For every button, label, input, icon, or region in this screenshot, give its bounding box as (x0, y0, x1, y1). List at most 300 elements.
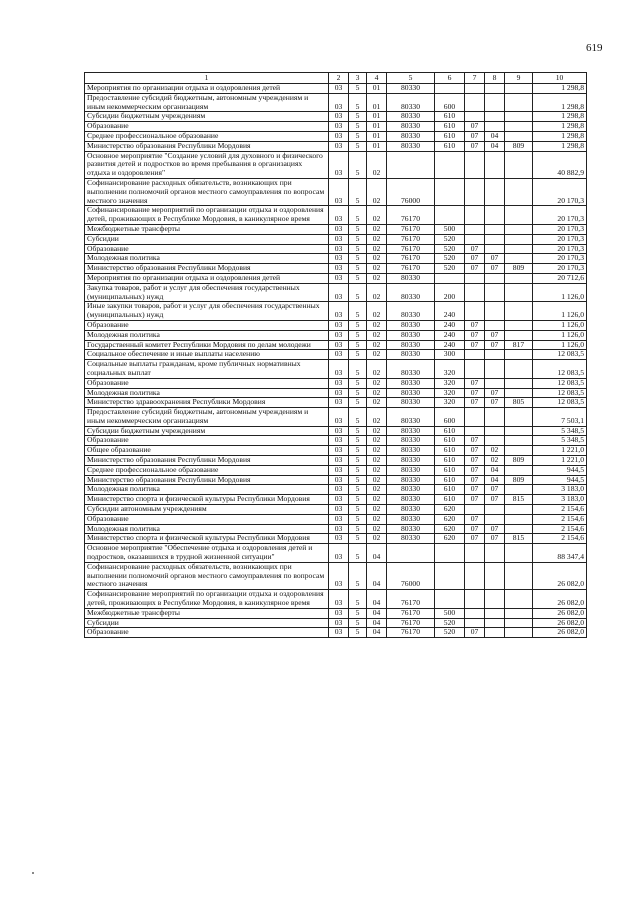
code-4-cell: 01 (367, 141, 387, 151)
item-name-cell: Министерство образования Республики Мордовия (85, 141, 329, 151)
code-6-cell: 620 (435, 524, 465, 534)
code-4-cell: 02 (367, 475, 387, 485)
code-4-cell: 02 (367, 234, 387, 244)
amount-cell: 944,5 (533, 475, 587, 485)
code-4-cell: 02 (367, 283, 387, 302)
item-name-cell: Иные закупки товаров, работ и услуг для обеспечения государственных (муниципальных) нужд (85, 302, 329, 321)
code-7-cell (465, 234, 485, 244)
code-6-cell: 610 (435, 495, 465, 505)
code-7-cell: 07 (465, 141, 485, 151)
code-8-cell (485, 436, 505, 446)
code-2-cell: 03 (329, 178, 349, 205)
amount-cell: 1 126,0 (533, 320, 587, 330)
code-5-cell: 80330 (387, 465, 435, 475)
code-4-cell: 04 (367, 608, 387, 618)
code-2-cell: 03 (329, 446, 349, 456)
code-3-cell: 5 (349, 495, 367, 505)
code-2-cell: 03 (329, 244, 349, 254)
code-7-cell: 07 (465, 388, 485, 398)
code-6-cell: 240 (435, 340, 465, 350)
code-7-cell: 07 (465, 534, 485, 544)
code-3-cell: 5 (349, 426, 367, 436)
code-3-cell: 5 (349, 273, 367, 283)
code-2-cell: 03 (329, 378, 349, 388)
code-5-cell: 76170 (387, 608, 435, 618)
amount-cell: 12 083,5 (533, 388, 587, 398)
table-row (85, 628, 587, 638)
code-4-cell: 02 (367, 408, 387, 427)
code-5-cell: 80330 (387, 388, 435, 398)
code-2-cell: 03 (329, 141, 349, 151)
code-7-cell: 07 (465, 524, 485, 534)
code-8-cell (485, 244, 505, 254)
code-3-cell: 5 (349, 330, 367, 340)
amount-cell: 12 083,5 (533, 350, 587, 360)
item-name-cell: Образование (85, 320, 329, 330)
item-name-cell: Министерство образования Республики Мордовия (85, 264, 329, 274)
code-3-cell: 5 (349, 234, 367, 244)
code-6-cell: 610 (435, 456, 465, 466)
amount-cell: 26 082,0 (533, 628, 587, 638)
header-cell: 8 (485, 73, 505, 84)
amount-cell: 20 170,3 (533, 206, 587, 225)
amount-cell: 40 882,9 (533, 151, 587, 178)
code-4-cell: 02 (367, 224, 387, 234)
code-7-cell (465, 544, 485, 563)
code-6-cell: 610 (435, 475, 465, 485)
table-row (85, 618, 587, 628)
item-name-cell: Образование (85, 436, 329, 446)
code-8-cell: 07 (485, 340, 505, 350)
code-8-cell (485, 112, 505, 122)
code-2-cell: 03 (329, 84, 349, 94)
code-8-cell (485, 408, 505, 427)
code-6-cell: 320 (435, 398, 465, 408)
code-5-cell: 76000 (387, 562, 435, 589)
code-5-cell: 80330 (387, 350, 435, 360)
code-4-cell: 02 (367, 151, 387, 178)
code-7-cell (465, 283, 485, 302)
code-2-cell: 03 (329, 475, 349, 485)
code-3-cell: 5 (349, 446, 367, 456)
code-8-cell (485, 514, 505, 524)
code-2-cell: 03 (329, 330, 349, 340)
code-4-cell: 02 (367, 302, 387, 321)
amount-cell: 1 298,8 (533, 122, 587, 132)
item-name-cell: Министерство образования Республики Мордовия (85, 475, 329, 485)
code-2-cell: 03 (329, 206, 349, 225)
code-5-cell: 76170 (387, 206, 435, 225)
header-cell: 6 (435, 73, 465, 84)
amount-cell: 944,5 (533, 465, 587, 475)
code-8-cell: 07 (485, 254, 505, 264)
item-name-cell: Молодежная политика (85, 524, 329, 534)
table-row (85, 590, 587, 609)
code-8-cell (485, 93, 505, 112)
table-row (85, 273, 587, 283)
table-row (85, 524, 587, 534)
amount-cell: 1 126,0 (533, 330, 587, 340)
item-name-cell: Основное мероприятие "Обеспечение отдыха и оздоровления детей и подростков, оказавшихся в трудной жизненной ситуации" (85, 544, 329, 563)
code-8-cell (485, 84, 505, 94)
code-4-cell: 02 (367, 320, 387, 330)
code-5-cell: 80330 (387, 408, 435, 427)
code-5-cell: 80330 (387, 141, 435, 151)
amount-cell: 26 082,0 (533, 562, 587, 589)
code-7-cell: 07 (465, 495, 485, 505)
code-4-cell: 02 (367, 456, 387, 466)
code-9-cell (505, 244, 533, 254)
code-7-cell (465, 112, 485, 122)
code-8-cell (485, 302, 505, 321)
code-6-cell: 600 (435, 408, 465, 427)
code-8-cell: 07 (485, 264, 505, 274)
code-5-cell: 76170 (387, 254, 435, 264)
code-3-cell: 5 (349, 388, 367, 398)
amount-cell: 20 170,3 (533, 264, 587, 274)
code-5-cell: 76170 (387, 224, 435, 234)
table-row (85, 446, 587, 456)
code-2-cell: 03 (329, 544, 349, 563)
code-6-cell (435, 273, 465, 283)
code-8-cell (485, 234, 505, 244)
code-3-cell: 5 (349, 264, 367, 274)
code-4-cell: 02 (367, 426, 387, 436)
code-7-cell: 07 (465, 330, 485, 340)
table-row (85, 514, 587, 524)
code-6-cell (435, 544, 465, 563)
item-name-cell: Межбюджетные трансферты (85, 608, 329, 618)
code-7-cell: 07 (465, 122, 485, 132)
code-2-cell: 03 (329, 408, 349, 427)
code-8-cell (485, 178, 505, 205)
code-8-cell (485, 562, 505, 589)
code-6-cell: 610 (435, 465, 465, 475)
code-5-cell: 76170 (387, 618, 435, 628)
code-9-cell (505, 206, 533, 225)
code-5-cell: 80330 (387, 378, 435, 388)
item-name-cell: Образование (85, 628, 329, 638)
amount-cell: 1 126,0 (533, 283, 587, 302)
amount-cell: 26 082,0 (533, 608, 587, 618)
code-2-cell: 03 (329, 340, 349, 350)
code-2-cell: 03 (329, 388, 349, 398)
code-3-cell: 5 (349, 562, 367, 589)
code-9-cell (505, 618, 533, 628)
code-5-cell: 80330 (387, 360, 435, 379)
item-name-cell: Межбюджетные трансферты (85, 224, 329, 234)
code-2-cell: 03 (329, 628, 349, 638)
code-5-cell: 80330 (387, 398, 435, 408)
code-4-cell: 01 (367, 93, 387, 112)
table-row (85, 283, 587, 302)
amount-cell: 2 154,6 (533, 534, 587, 544)
code-9-cell (505, 505, 533, 515)
table-row (85, 112, 587, 122)
amount-cell: 1 298,8 (533, 84, 587, 94)
item-name-cell: Министерство спорта и физической культуры Республики Мордовия (85, 495, 329, 505)
code-4-cell: 02 (367, 398, 387, 408)
header-cell: 5 (387, 73, 435, 84)
code-3-cell: 5 (349, 141, 367, 151)
code-6-cell (435, 84, 465, 94)
code-7-cell: 07 (465, 456, 485, 466)
table-row (85, 131, 587, 141)
code-4-cell: 02 (367, 388, 387, 398)
code-4-cell: 01 (367, 112, 387, 122)
code-5-cell: 80330 (387, 485, 435, 495)
code-2-cell: 03 (329, 360, 349, 379)
code-3-cell: 5 (349, 302, 367, 321)
code-4-cell: 02 (367, 330, 387, 340)
item-name-cell: Софинансирование мероприятий по организации отдыха и оздоровления детей, проживающих в Республике Мордовия, в каникулярное время (85, 590, 329, 609)
code-7-cell (465, 178, 485, 205)
code-3-cell: 5 (349, 122, 367, 132)
header-cell: 3 (349, 73, 367, 84)
code-9-cell (505, 224, 533, 234)
code-7-cell (465, 360, 485, 379)
code-6-cell (435, 562, 465, 589)
code-5-cell: 80330 (387, 340, 435, 350)
code-9-cell (505, 524, 533, 534)
code-6-cell: 520 (435, 234, 465, 244)
table-row (85, 320, 587, 330)
code-8-cell: 04 (485, 475, 505, 485)
code-3-cell: 5 (349, 112, 367, 122)
amount-cell: 1 298,8 (533, 141, 587, 151)
header-cell: 7 (465, 73, 485, 84)
code-2-cell: 03 (329, 264, 349, 274)
code-2-cell: 03 (329, 534, 349, 544)
code-4-cell: 04 (367, 618, 387, 628)
table-row (85, 122, 587, 132)
table-row (85, 254, 587, 264)
code-6-cell: 600 (435, 93, 465, 112)
amount-cell: 2 154,6 (533, 524, 587, 534)
table-row (85, 302, 587, 321)
code-5-cell: 80330 (387, 84, 435, 94)
code-3-cell: 5 (349, 378, 367, 388)
amount-cell: 5 348,5 (533, 426, 587, 436)
code-7-cell (465, 206, 485, 225)
code-9-cell (505, 151, 533, 178)
code-9-cell (505, 628, 533, 638)
code-4-cell: 02 (367, 264, 387, 274)
code-7-cell (465, 93, 485, 112)
item-name-cell: Молодежная политика (85, 254, 329, 264)
table-row (85, 398, 587, 408)
code-5-cell: 80330 (387, 302, 435, 321)
table-row (85, 562, 587, 589)
code-9-cell: 809 (505, 141, 533, 151)
code-7-cell: 07 (465, 264, 485, 274)
code-4-cell: 02 (367, 534, 387, 544)
code-6-cell: 620 (435, 514, 465, 524)
code-3-cell: 5 (349, 628, 367, 638)
code-4-cell: 01 (367, 84, 387, 94)
code-4-cell: 04 (367, 628, 387, 638)
code-7-cell: 07 (465, 465, 485, 475)
code-5-cell: 80330 (387, 131, 435, 141)
amount-cell: 26 082,0 (533, 618, 587, 628)
code-4-cell: 02 (367, 340, 387, 350)
amount-cell: 26 082,0 (533, 590, 587, 609)
code-3-cell: 5 (349, 151, 367, 178)
code-4-cell: 02 (367, 524, 387, 534)
code-3-cell: 5 (349, 93, 367, 112)
code-2-cell: 03 (329, 112, 349, 122)
code-3-cell: 5 (349, 544, 367, 563)
code-9-cell: 817 (505, 340, 533, 350)
code-8-cell: 07 (485, 330, 505, 340)
header-row (85, 73, 587, 84)
code-3-cell: 5 (349, 505, 367, 515)
code-3-cell: 5 (349, 131, 367, 141)
code-4-cell: 02 (367, 360, 387, 379)
code-7-cell: 07 (465, 485, 485, 495)
code-7-cell (465, 608, 485, 618)
amount-cell: 1 298,8 (533, 93, 587, 112)
code-2-cell: 03 (329, 283, 349, 302)
amount-cell: 1 126,0 (533, 340, 587, 350)
table-row (85, 456, 587, 466)
code-5-cell: 80330 (387, 320, 435, 330)
code-9-cell (505, 131, 533, 141)
code-6-cell: 610 (435, 446, 465, 456)
code-5-cell: 80330 (387, 426, 435, 436)
code-4-cell: 04 (367, 544, 387, 563)
header-cell: 10 (533, 73, 587, 84)
code-9-cell: 809 (505, 264, 533, 274)
code-9-cell (505, 514, 533, 524)
code-4-cell: 02 (367, 505, 387, 515)
table-row (85, 505, 587, 515)
code-7-cell (465, 350, 485, 360)
code-3-cell: 5 (349, 360, 367, 379)
code-2-cell: 03 (329, 514, 349, 524)
code-8-cell: 07 (485, 495, 505, 505)
code-6-cell (435, 206, 465, 225)
code-4-cell: 02 (367, 446, 387, 456)
code-8-cell (485, 628, 505, 638)
code-8-cell: 04 (485, 131, 505, 141)
item-name-cell: Общее образование (85, 446, 329, 456)
code-2-cell: 03 (329, 465, 349, 475)
code-3-cell: 5 (349, 350, 367, 360)
item-name-cell: Министерство здравоохранения Республики Мордовия (85, 398, 329, 408)
code-5-cell: 80330 (387, 514, 435, 524)
code-2-cell: 03 (329, 608, 349, 618)
code-6-cell: 610 (435, 141, 465, 151)
code-3-cell: 5 (349, 608, 367, 618)
amount-cell: 3 183,0 (533, 485, 587, 495)
code-7-cell: 07 (465, 514, 485, 524)
code-9-cell (505, 544, 533, 563)
item-name-cell: Субсидии (85, 234, 329, 244)
code-3-cell: 5 (349, 534, 367, 544)
code-3-cell: 5 (349, 436, 367, 446)
code-3-cell: 5 (349, 590, 367, 609)
code-9-cell (505, 608, 533, 618)
code-9-cell: 809 (505, 456, 533, 466)
item-name-cell: Образование (85, 122, 329, 132)
code-8-cell: 07 (485, 388, 505, 398)
code-8-cell: 07 (485, 485, 505, 495)
code-6-cell: 500 (435, 608, 465, 618)
code-4-cell: 02 (367, 465, 387, 475)
code-2-cell: 03 (329, 495, 349, 505)
item-name-cell: Министерство спорта и физической культуры Республики Мордовия (85, 534, 329, 544)
amount-cell: 1 221,0 (533, 446, 587, 456)
code-6-cell: 620 (435, 534, 465, 544)
code-7-cell: 07 (465, 475, 485, 485)
code-9-cell (505, 112, 533, 122)
amount-cell: 20 170,3 (533, 178, 587, 205)
header-cell: 2 (329, 73, 349, 84)
table-row (85, 360, 587, 379)
code-5-cell: 80330 (387, 273, 435, 283)
code-8-cell: 02 (485, 446, 505, 456)
code-8-cell (485, 350, 505, 360)
code-4-cell: 02 (367, 350, 387, 360)
code-6-cell: 620 (435, 505, 465, 515)
code-4-cell: 02 (367, 514, 387, 524)
item-name-cell: Мероприятия по организации отдыха и оздоровления детей (85, 273, 329, 283)
item-name-cell: Министерство образования Республики Мордовия (85, 456, 329, 466)
table-row (85, 206, 587, 225)
table-row (85, 534, 587, 544)
code-5-cell: 80330 (387, 283, 435, 302)
code-3-cell: 5 (349, 456, 367, 466)
item-name-cell: Мероприятия по организации отдыха и оздоровления детей (85, 84, 329, 94)
code-2-cell: 03 (329, 224, 349, 234)
scan-mark (32, 872, 34, 874)
code-6-cell: 520 (435, 244, 465, 254)
code-7-cell: 07 (465, 254, 485, 264)
code-2-cell: 03 (329, 398, 349, 408)
code-3-cell: 5 (349, 408, 367, 427)
code-2-cell: 03 (329, 562, 349, 589)
table-row (85, 408, 587, 427)
code-6-cell (435, 178, 465, 205)
code-9-cell (505, 84, 533, 94)
code-8-cell (485, 273, 505, 283)
code-7-cell (465, 84, 485, 94)
code-3-cell: 5 (349, 206, 367, 225)
amount-cell: 1 298,8 (533, 112, 587, 122)
code-6-cell: 520 (435, 264, 465, 274)
table-row (85, 93, 587, 112)
code-3-cell: 5 (349, 524, 367, 534)
amount-cell: 20 170,3 (533, 244, 587, 254)
item-name-cell: Закупка товаров, работ и услуг для обеспечения государственных (муниципальных) нужд (85, 283, 329, 302)
code-3-cell: 5 (349, 320, 367, 330)
amount-cell: 88 347,4 (533, 544, 587, 563)
code-5-cell: 80330 (387, 456, 435, 466)
code-9-cell (505, 234, 533, 244)
code-5-cell: 76170 (387, 628, 435, 638)
code-7-cell: 07 (465, 320, 485, 330)
code-9-cell (505, 283, 533, 302)
code-6-cell: 320 (435, 378, 465, 388)
code-6-cell: 240 (435, 330, 465, 340)
code-2-cell: 03 (329, 505, 349, 515)
code-9-cell (505, 350, 533, 360)
code-3-cell: 5 (349, 178, 367, 205)
table-row (85, 378, 587, 388)
table-row (85, 436, 587, 446)
code-8-cell (485, 151, 505, 178)
